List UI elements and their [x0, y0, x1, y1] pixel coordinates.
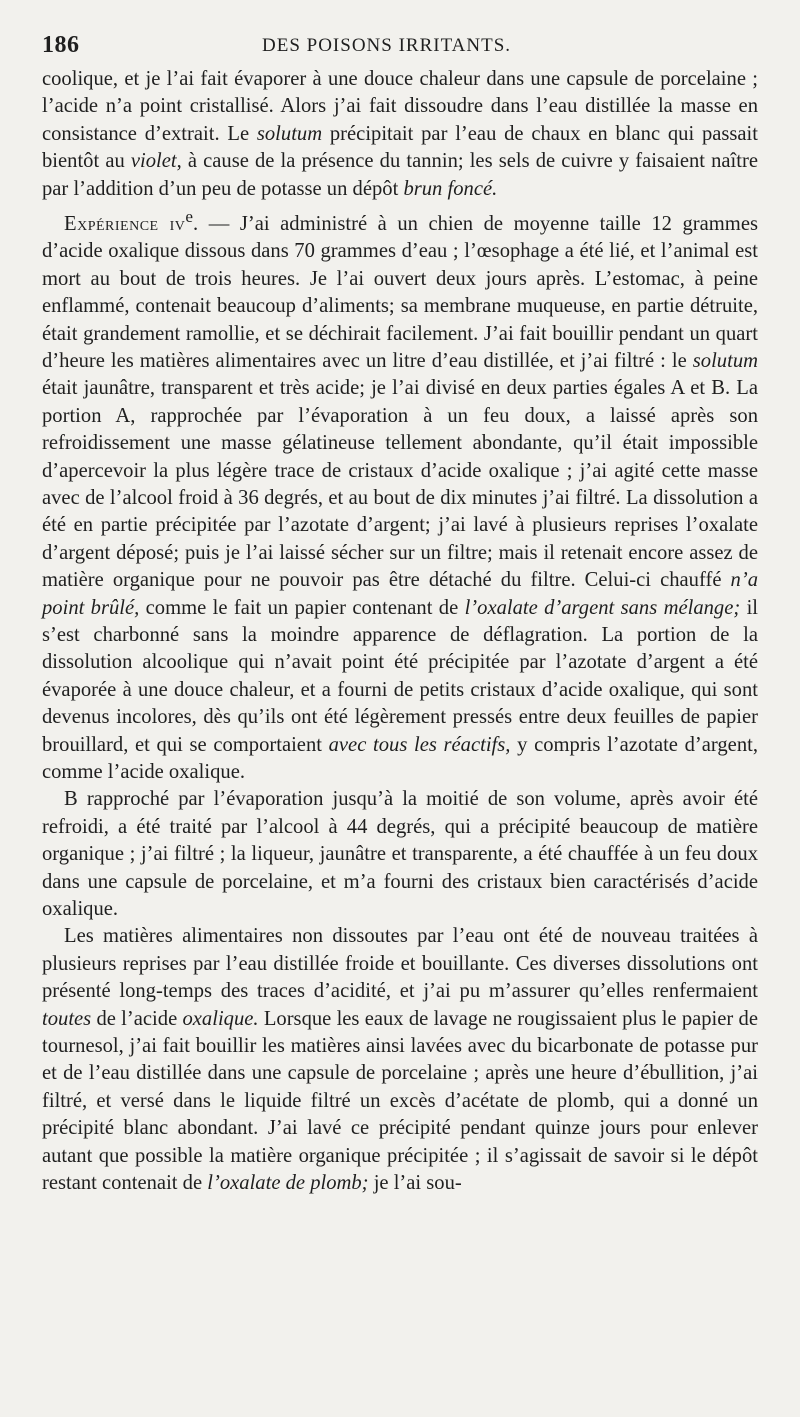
- italic-text: violet: [130, 150, 177, 173]
- paragraph-continued: [42, 66, 758, 203]
- text-run: Lorsque les eaux de lavage ne rougissaient plus le papier de tournesol, j’ai fait bouillir les matières ainsi lavées avec du bicarbonate de potasse pur et de l’eau distillée dans une capsule de porcelaine ; après une heure d’ébullition, j’ai filtré, et versé dans le liquide filtré un excès d’acétate de plomb, qui a donné un précipité blanc abondant. J’ai lavé ce précipité pendant quinze jours pour enlever autant que possible la matière organique précipitée ; il s’agissait de savoir si le dépôt restant contenait de: [42, 1007, 758, 1195]
- running-head: DES POISONS IRRITANTS.: [262, 35, 512, 56]
- page-header: [42, 32, 758, 66]
- text-run: était jaunâtre, transparent et très acide; je l’ai divisé en deux parties égales A et B. La portion A, rapprochée par l’évaporation à un feu doux, a laissé après son refroidissement une masse gélatineuse tellement abondante, qu’il était impossible d’apercevoir la plus légère trace de cristaux d’acide oxalique ; j’ai agité cette masse avec de l’alcool froid à 36 degrés, et au bout de dix minutes j’ai filtré. La dissolution a été en partie précipitée par l’azotate d’argent; j’ai lavé à plusieurs reprises l’oxalate d’argent déposé; puis je l’ai laissé sécher sur un filtre; mais il retenait encore assez de matière organique pour ne pouvoir pas être détaché du filtre. Celui-ci chauffé: [42, 377, 758, 592]
- italic-text: l’oxalate d’argent sans mélange;: [464, 596, 741, 619]
- text-run: je l’ai sou-: [368, 1172, 462, 1195]
- text-run: coolique, et je l’ai fait évaporer à une douce chaleur dans une capsule de porcelaine ; l’acide n’a point cristallisé. Alors j’ai fait dissoudre dans l’eau distillée la masse en consistance d’extrait. Le: [42, 68, 758, 145]
- text-run: comme le fait un papier contenant de: [139, 596, 465, 619]
- italic-text: n’a point brûlé,: [42, 569, 758, 619]
- text-run: précipitait par l’eau de chaux en blanc qui passait bientôt au: [42, 122, 758, 173]
- body-text: [42, 66, 758, 1198]
- paragraph-portion-b: [42, 786, 758, 923]
- text-run: , à cause de la présence du tannin; les sels de cuivre y faisaient naître par l’addition d’un peu de potasse un dépôt: [42, 150, 758, 200]
- text-run: B rapproché par l’évaporation jusqu’à la moitié de son volume, après avoir été refroidi, a été traité par l’alcool à 44 degrés, qui a précipité beaucoup de matière organique ; j’ai filtré ; la liqueur, jaunâtre et transparente, a été chauffée à un feu doux dans une capsule de porcelaine, et m’a fourni des cristaux bien caractérisés d’acide oxalique.: [42, 788, 758, 921]
- italic-text: solutum: [692, 349, 758, 372]
- italic-text: avec tous les réactifs,: [328, 733, 511, 756]
- superscript: e: [185, 207, 194, 227]
- page-number: 186: [42, 32, 80, 58]
- text-run: il s’est charbonné sans la moindre apparence de déflagration. La portion de la dissolution alcoolique qui n’avait point été précipitée par l’azotate d’argent a été évaporée à une douce chaleur, et a fourni de petits cristaux d’acide oxalique, qui sont devenus incolores, dès qu’ils ont été légèrement pressés entre deux feuilles de papier brouillard, et qui se comportaient: [42, 596, 759, 756]
- text-run: . — J’ai administré à un chien de moyenne taille 12 grammes d’acide oxalique dissous dans 70 grammes d’eau ; l’œsophage a été lié, et l’animal est mort au bout de trois heures. Je l’ai ouvert deux jours après. L’estomac, à peine enflammé, contenait beaucoup d’aliments; sa membrane muqueuse, en partie détruite, était grandement ramollie, et se déchirait facilement. J’ai fait bouillir pendant un quart d’heure les matières alimentaires avec un litre d’eau distillée, et j’ai filtré : le: [42, 212, 758, 372]
- text-run: Les matières alimentaires non dissoutes par l’eau ont été de nouveau traitées à plusieurs reprises par l’eau distillée froide et bouillante. Ces diverses dissolutions ont présenté long-temps des traces d’acidité, et j’ai pu m’assurer qu’elles renfermaient: [42, 925, 758, 1003]
- italic-text: oxalique.: [182, 1007, 259, 1030]
- paragraph-experience-iv: [42, 203, 758, 786]
- italic-text: toutes: [42, 1007, 92, 1030]
- paragraph-matieres-alimentaires: [42, 923, 758, 1197]
- italic-text: solutum: [256, 122, 323, 145]
- text-run: y compris l’azotate d’argent, comme l’acide oxalique.: [42, 733, 758, 784]
- text-run: de l’acide: [91, 1007, 183, 1030]
- italic-text: l’oxalate de plomb;: [207, 1172, 369, 1195]
- small-caps-heading: Expérience iv: [64, 212, 186, 235]
- italic-text: brun foncé.: [403, 177, 498, 200]
